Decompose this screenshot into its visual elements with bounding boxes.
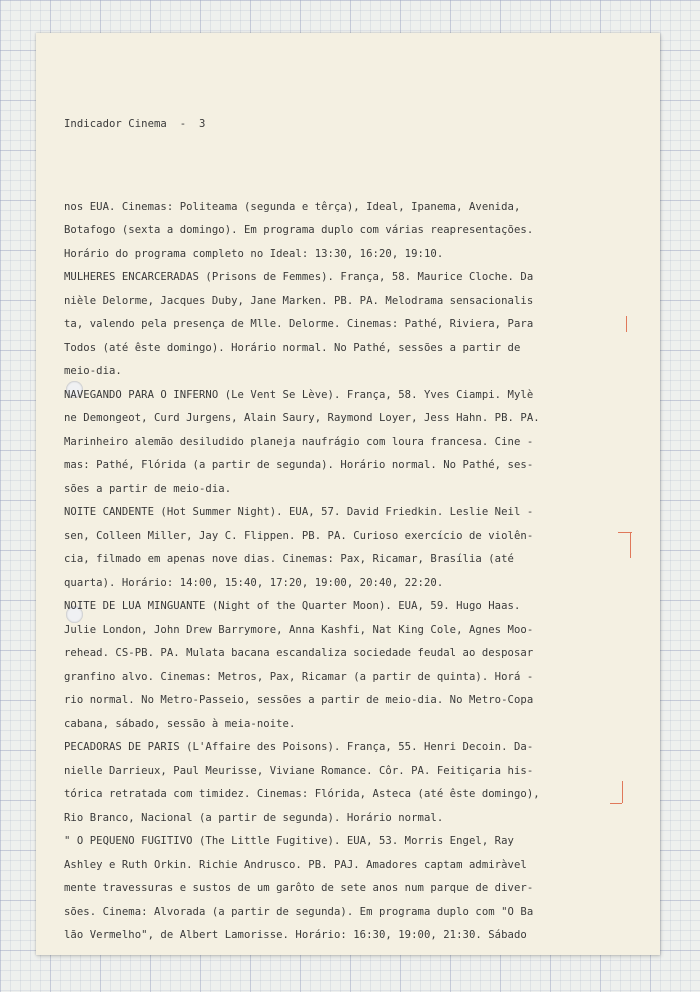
text-line: Julie London, John Drew Barrymore, Anna Kashfi, Nat King Cole, Agnes Moo- (64, 623, 534, 636)
text-line: nièle Delorme, Jacques Duby, Jane Marken. PB. PA. Melodrama sensacionalis (64, 294, 534, 307)
text-line: nielle Darrieux, Paul Meurisse, Viviane Romance. Côr. PA. Feitiçaria his- (64, 764, 534, 777)
text-line: lão Vermelho", de Albert Lamorisse. Horário: 16:30, 19:00, 21:30. Sábado (64, 929, 527, 941)
text-line: sen, Colleen Miller, Jay C. Flippen. PB. PA. Curioso exercício de violên- (64, 529, 534, 542)
margin-mark (630, 532, 631, 558)
text-line: nos EUA. Cinemas: Politeama (segunda e têrça), Ideal, Ipanema, Avenida, (64, 200, 521, 213)
text-line: cabana, sábado, sessão à meia-noite. (64, 717, 296, 730)
body-lines (64, 196, 594, 948)
text-line: meio-dia. (64, 365, 122, 377)
text-line: sões. Cinema: Alvorada (a partir de segunda). Em programa duplo com "O Ba (64, 905, 534, 918)
margin-mark (622, 781, 623, 803)
text-line: Ashley e Ruth Orkin. Richie Andrusco. PB. PAJ. Amadores captam admiràvel (64, 858, 527, 871)
text-line: NOITE CANDENTE (Hot Summer Night). EUA, 57. David Friedkin. Leslie Neil - (64, 506, 534, 518)
text-line: Horário do programa completo no Ideal: 13:30, 16:20, 19:10. (64, 247, 444, 260)
text-line: mas: Pathé, Flórida (a partir de segunda). Horário normal. No Pathé, ses- (64, 459, 534, 471)
text-line: " O PEQUENO FUGITIVO (The Little Fugitive). EUA, 53. Morris Engel, Ray (64, 835, 514, 847)
text-line: sões a partir de meio-dia. (64, 482, 232, 495)
text-line: quarta). Horário: 14:00, 15:40, 17:20, 19:00, 20:40, 22:20. (64, 576, 444, 589)
text-line: Botafogo (sexta a domingo). Em programa duplo com várias reapresentações. (64, 224, 534, 236)
text-line: MULHERES ENCARCERADAS (Prisons de Femmes). França, 58. Maurice Cloche. Da (64, 271, 534, 283)
text-line: ne Demongeot, Curd Jurgens, Alain Saury, Raymond Loyer, Jess Hahn. PB. PA. (64, 412, 540, 424)
text-line: NAVEGANDO PARA O INFERNO (Le Vent Se Lève). França, 58. Yves Ciampi. Mylè (64, 388, 534, 401)
text-line: Marinheiro alemão desiludido planeja naufrágio com loura francesa. Cine - (64, 435, 534, 448)
document-text (64, 66, 594, 971)
text-line: Todos (até êste domingo). Horário normal. No Pathé, sessões a partir de (64, 341, 521, 354)
text-line: tórica retratada com timidez. Cinemas: Flórida, Asteca (até êste domingo), (64, 788, 540, 800)
margin-mark (610, 803, 622, 804)
page-header: Indicador Cinema - 3 (64, 118, 206, 130)
text-line: cia, filmado em apenas nove dias. Cinemas: Pax, Ricamar, Brasília (até (64, 553, 514, 565)
text-line: rehead. CS-PB. PA. Mulata bacana escandaliza sociedade feudal ao desposar (64, 647, 534, 659)
text-line: NOITE DE LUA MINGUANTE (Night of the Quarter Moon). EUA, 59. Hugo Haas. (64, 600, 521, 612)
text-line: rio normal. No Metro-Passeio, sessões a partir de meio-dia. No Metro-Copa (64, 694, 534, 706)
text-line: mente travessuras e sustos de um garôto de sete anos num parque de diver- (64, 882, 534, 894)
text-line: PECADORAS DE PARIS (L'Affaire des Poisons). França, 55. Henri Decoin. Da- (64, 741, 534, 753)
text-line: Rio Branco, Nacional (a partir de segunda). Horário normal. (64, 811, 444, 824)
margin-mark (626, 316, 627, 332)
text-line: granfino alvo. Cinemas: Metros, Pax, Ricamar (a partir de quinta). Horá - (64, 670, 534, 683)
text-line: ta, valendo pela presença de Mlle. Delorme. Cinemas: Pathé, Riviera, Para (64, 318, 534, 330)
